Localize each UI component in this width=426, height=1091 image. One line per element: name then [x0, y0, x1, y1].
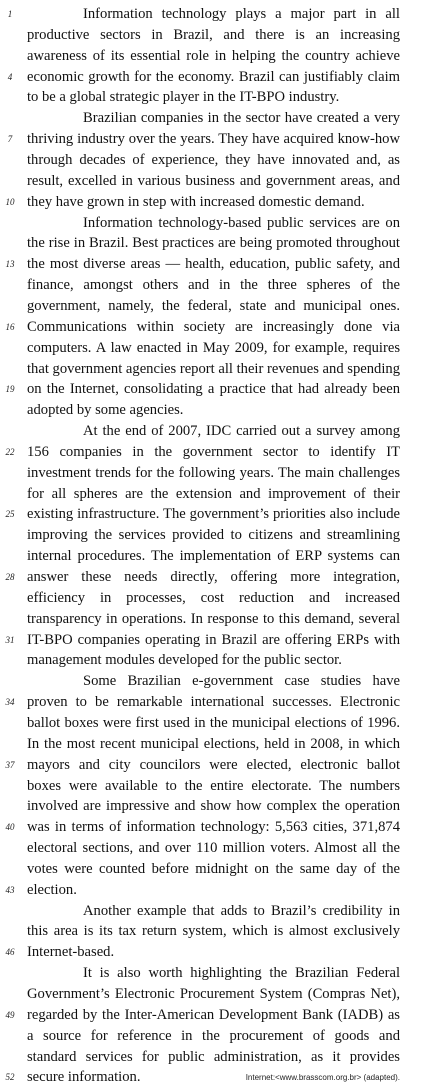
line-number: 31 — [5, 634, 15, 645]
text-line — [0, 795, 426, 817]
line-number: 40 — [5, 822, 15, 833]
line-text: transparency in operations. In response to this demand, several — [27, 610, 400, 627]
text-line — [0, 24, 426, 46]
text-line — [0, 316, 426, 338]
line-text: management modules developed for the public sector. — [27, 652, 342, 669]
text-line — [0, 545, 426, 567]
line-number: 10 — [5, 196, 15, 207]
text-line — [0, 858, 426, 880]
line-text: votes were counted before midnight on the same day of the — [27, 860, 400, 877]
text-line — [0, 3, 426, 25]
line-text: was in terms of information technology: 5,563 cities, 371,874 — [27, 819, 400, 836]
text-line — [0, 816, 426, 838]
text-line — [0, 149, 426, 171]
line-text: adopted by some agencies. — [27, 402, 184, 419]
line-text: computers. A law enacted in May 2009, for example, requires — [27, 339, 400, 356]
text-line — [0, 483, 426, 505]
line-text: through decades of experience, they have innovated and, as — [27, 152, 400, 168]
text-line — [0, 566, 426, 588]
line-text: a source for reference in the procurement of goods and — [27, 1027, 400, 1044]
line-text: the most diverse areas — health, education, public safety, and — [27, 256, 400, 273]
line-text: mayors and city councilors were elected, electronic ballot — [27, 756, 400, 773]
line-text: to be a global strategic player in the IT-BPO industry. — [27, 89, 340, 106]
line-text: existing infrastructure. The government’s priorities also include — [27, 506, 400, 523]
line-text: they have grown in step with increased domestic demand. — [27, 193, 365, 210]
text-line — [0, 608, 426, 630]
line-number: 7 — [7, 134, 13, 145]
text-line — [0, 378, 426, 400]
line-text: boxes were available to the entire electorate. The numbers — [27, 777, 400, 794]
text-line — [0, 670, 426, 692]
line-text: internal procedures. The implementation of ERP systems can — [27, 548, 400, 565]
line-text: secure information. — [27, 1069, 141, 1086]
line-number: 4 — [7, 71, 13, 82]
text-line — [0, 503, 426, 525]
text-line — [0, 295, 426, 317]
line-number: 13 — [5, 259, 15, 270]
text-line — [0, 587, 426, 609]
text-line — [0, 837, 426, 859]
line-text: investment trends for the following years. The main challenges — [27, 464, 400, 481]
text-line — [0, 712, 426, 734]
line-text: Some Brazilian e-government case studies have — [83, 673, 400, 690]
line-text: IT-BPO companies operating in Brazil are offering ERPs with — [27, 631, 400, 648]
line-text: electoral sections, and over 110 million voters. Almost all the — [27, 840, 400, 856]
text-line — [0, 107, 426, 129]
text-line — [0, 983, 426, 1005]
text-line — [0, 253, 426, 275]
line-number: 43 — [5, 884, 15, 895]
line-text: election. — [27, 881, 77, 898]
line-number: 37 — [5, 759, 15, 770]
text-line — [0, 920, 426, 942]
line-text: Internet-based. — [27, 944, 115, 961]
line-text: At the end of 2007, IDC carried out a survey among — [83, 423, 400, 439]
line-text: on the Internet, consolidating a practice that had already been — [27, 381, 400, 398]
line-number: 22 — [5, 446, 15, 457]
line-text: improving the services provided to citizens and streamlining — [27, 527, 400, 544]
text-line — [0, 45, 426, 67]
line-text: involved are impressive and show how complex the operation — [27, 798, 400, 815]
text-line — [0, 441, 426, 463]
text-line — [0, 128, 426, 150]
text-line — [0, 358, 426, 380]
line-text: economic growth for the economy. Brazil can justifiably claim — [27, 68, 400, 85]
text-line — [0, 191, 426, 213]
text-line — [0, 879, 426, 901]
text-line — [0, 754, 426, 776]
text-line — [0, 1046, 426, 1068]
line-number: 52 — [5, 1072, 15, 1083]
text-line — [0, 337, 426, 359]
line-number: 25 — [5, 509, 15, 520]
text-line — [0, 420, 426, 442]
line-text: Brazilian companies in the sector have created a very — [83, 110, 400, 127]
text-line — [0, 462, 426, 484]
text-line — [0, 691, 426, 713]
line-number: 19 — [5, 384, 15, 395]
line-text: Another example that adds to Brazil’s credibility in — [83, 902, 400, 919]
line-text: thriving industry over the years. They have acquired know-how — [27, 131, 400, 148]
text-line — [0, 1025, 426, 1047]
text-line — [0, 212, 426, 234]
line-text: standard services for public administration, as it provides — [27, 1048, 400, 1065]
line-text: that government agencies report all their revenues and spending — [27, 360, 400, 377]
line-text: Information technology plays a major part in all — [83, 6, 400, 22]
text-line — [0, 775, 426, 797]
text-line — [0, 399, 426, 421]
line-number: 49 — [5, 1009, 15, 1020]
line-text: In the most recent municipal elections, held in 2008, in which — [27, 735, 400, 752]
line-text: It is also worth highlighting the Brazilian Federal — [83, 965, 400, 982]
line-text: proven to be remarkable international successes. Electronic — [27, 694, 400, 711]
text-line — [0, 649, 426, 671]
line-text: awareness of its essential role in helping the country achieve — [27, 47, 400, 64]
line-text: this area is its tax return system, which is almost exclusively — [27, 923, 400, 940]
line-text: government, namely, the federal, state and municipal ones. — [27, 297, 400, 314]
line-number: 34 — [5, 697, 15, 708]
line-number: 46 — [5, 947, 15, 958]
line-number: 28 — [5, 572, 15, 582]
line-text: ballot boxes were first used in the municipal elections of 1996. — [27, 714, 400, 731]
line-text: Government’s Electronic Procurement System (Compras Net), — [27, 986, 400, 1002]
line-text: answer these needs directly, offering more integration, — [27, 569, 400, 585]
line-text: result, excelled in various business and government areas, and — [27, 172, 400, 189]
text-line — [0, 1004, 426, 1026]
line-text: Information technology-based public services are on — [83, 214, 400, 231]
line-text: for all spheres are the extension and improvement of their — [27, 485, 400, 502]
text-line — [0, 629, 426, 651]
line-text: Communications within society are increasingly done via — [27, 318, 400, 335]
line-text: regarded by the Inter-American Development Bank (IADB) as — [27, 1006, 400, 1023]
line-text: efficiency in processes, cost reduction and increased — [27, 589, 400, 606]
text-line — [0, 232, 426, 254]
text-line — [0, 170, 426, 192]
line-text: the rise in Brazil. Best practices are being promoted throughout — [27, 235, 400, 252]
text-line — [0, 66, 426, 88]
text-line — [0, 733, 426, 755]
text-line — [0, 86, 426, 108]
text-line — [0, 274, 426, 296]
line-text: finance, amongst others and in the three spheres of the — [27, 277, 400, 294]
text-line — [0, 900, 426, 922]
text-line — [0, 962, 426, 984]
source-citation: Internet:<www.brasscom.org.br> (adapted). — [245, 1073, 400, 1082]
text-line — [0, 524, 426, 546]
text-line — [0, 941, 426, 963]
line-number: 1 — [7, 9, 13, 19]
line-text: productive sectors in Brazil, and there is an increasing — [27, 26, 400, 43]
line-text: 156 companies in the government sector to identify IT — [27, 443, 400, 460]
line-number: 16 — [5, 321, 15, 332]
